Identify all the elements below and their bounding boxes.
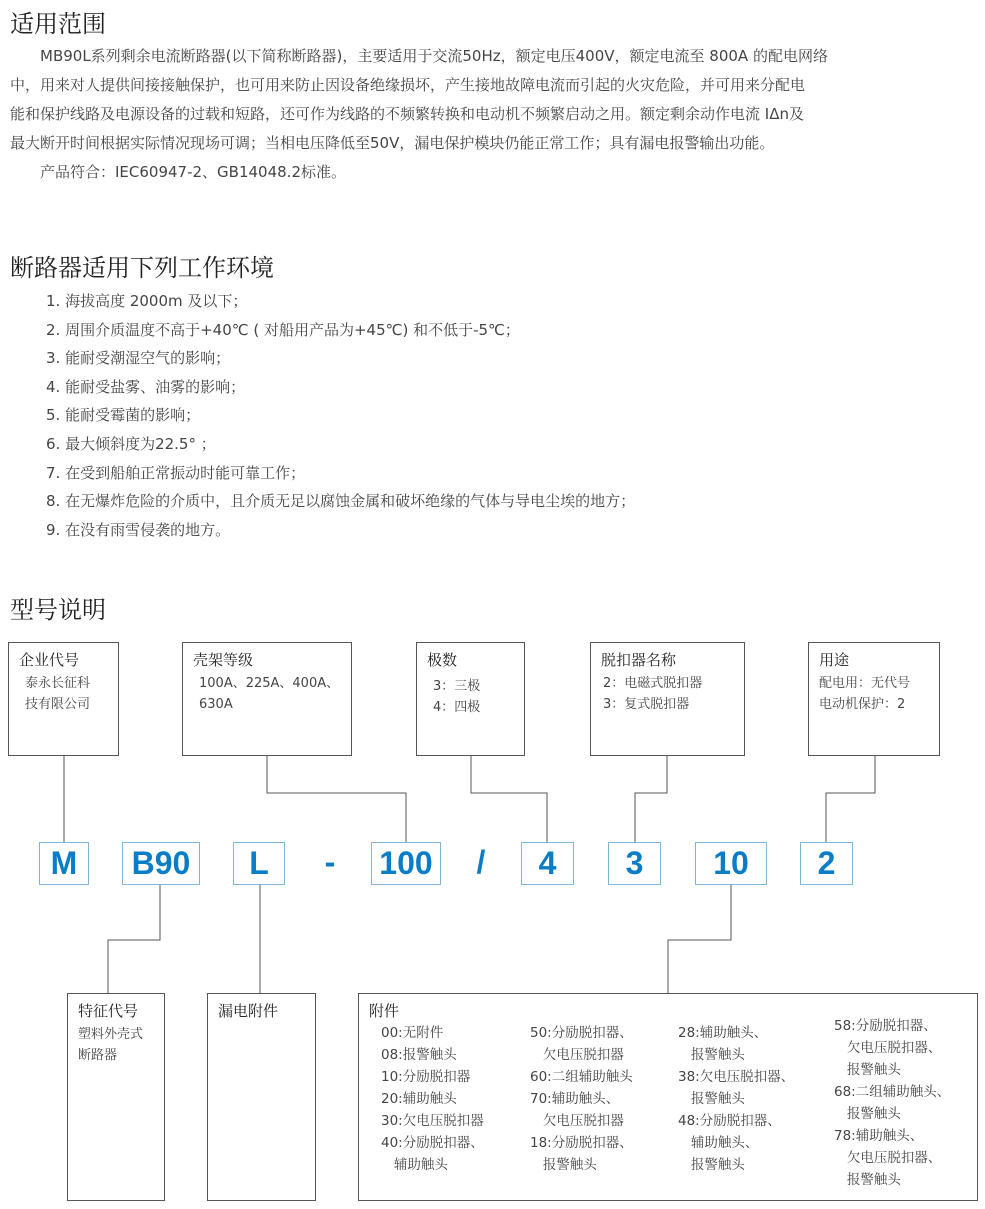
company-code-box xyxy=(8,642,119,756)
connector-line xyxy=(108,885,160,993)
list-item: 报警触头 xyxy=(834,1106,901,1122)
connector-line xyxy=(267,756,406,842)
leakage-accessory-box xyxy=(207,993,316,1201)
connector-line xyxy=(826,756,875,842)
list-item: 报警触头 xyxy=(834,1172,901,1188)
environment-title: 断路器适用下列工作环境 xyxy=(10,254,274,282)
list-item: 6. 最大倾斜度为22.5° ； xyxy=(46,434,216,453)
list-item: 58:分励脱扣器、 xyxy=(834,1018,937,1034)
accessory-column-4 xyxy=(834,1015,950,1191)
box-line: 断路器 xyxy=(78,1048,118,1063)
box-title: 企业代号 xyxy=(19,651,80,669)
list-item: 28:辅助触头、 xyxy=(678,1025,768,1041)
code-10: 10 xyxy=(695,842,767,885)
list-item: 报警触头 xyxy=(678,1047,745,1063)
list-item: 20:辅助触头 xyxy=(381,1091,457,1107)
list-item: 欠电压脱扣器、 xyxy=(834,1150,942,1166)
list-item: 欠电压脱扣器 xyxy=(530,1047,624,1063)
box-line: 4：四极 xyxy=(433,700,481,715)
list-item: 3. 能耐受潮湿空气的影响； xyxy=(46,349,231,368)
box-title: 脱扣器名称 xyxy=(601,651,677,669)
list-item: 48:分励脱扣器、 xyxy=(678,1113,781,1129)
code-slash: / xyxy=(476,844,486,880)
accessory-column-2 xyxy=(530,1022,633,1176)
list-item: 38:欠电压脱扣器、 xyxy=(678,1069,795,1085)
code-100: 100 xyxy=(371,842,441,885)
box-line: 泰永长征科 xyxy=(25,676,91,691)
list-item: 50:分励脱扣器、 xyxy=(530,1025,633,1041)
list-item: 辅助触头 xyxy=(381,1157,448,1173)
list-item: 70:辅助触头、 xyxy=(530,1091,620,1107)
list-item: 报警触头 xyxy=(834,1062,901,1078)
code-l: L xyxy=(233,842,285,885)
box-title: 极数 xyxy=(427,651,458,669)
box-line: 塑料外壳式 xyxy=(78,1027,144,1042)
connector-line xyxy=(668,885,731,993)
connector-line xyxy=(471,756,547,842)
code-m: M xyxy=(39,842,89,885)
list-item: 30:欠电压脱扣器 xyxy=(381,1113,484,1129)
box-title: 漏电附件 xyxy=(218,1002,279,1020)
scope-line: 能和保护线路及电源设备的过载和短路，还可作为线路的不频繁转换和电动机不频繁启动之用。额定剩余动作电流 IΔn及 xyxy=(10,105,804,123)
list-item: 00:无附件 xyxy=(381,1025,444,1041)
list-item: 9. 在没有雨雪侵袭的地方。 xyxy=(46,520,231,539)
release-type-box xyxy=(590,642,745,756)
box-line: 630A xyxy=(199,697,233,712)
list-item: 2. 周围介质温度不高于+40℃ ( 对船用产品为+45℃) 和不低于-5℃； xyxy=(46,320,520,339)
list-item: 08:报警触头 xyxy=(381,1047,457,1063)
scope-line: 中，用来对人提供间接接触保护，也可用来防止因设备绝缘损坏，产生接地故障电流而引起的火灾危险，并可用来分配电 xyxy=(10,76,806,94)
list-item: 10:分励脱扣器 xyxy=(381,1069,471,1085)
list-item: 4. 能耐受盐雾、油雾的影响； xyxy=(46,377,246,396)
box-title: 用途 xyxy=(819,651,850,669)
box-line: 100A、225A、400A、 xyxy=(199,676,340,691)
model-title: 型号说明 xyxy=(10,596,106,624)
list-item: 1. 海拔高度 2000m 及以下； xyxy=(46,292,248,310)
list-item: 8. 在无爆炸危险的介质中，且介质无足以腐蚀金属和破坏绝缘的气体与导电尘埃的地方； xyxy=(46,492,636,511)
list-item: 报警触头 xyxy=(678,1091,745,1107)
box-title: 特征代号 xyxy=(78,1002,139,1020)
list-item: 报警触头 xyxy=(678,1157,745,1173)
box-line: 配电用：无代号 xyxy=(819,676,911,691)
box-line: 3：三极 xyxy=(433,679,481,694)
feature-code-box xyxy=(67,993,165,1201)
connector-line xyxy=(635,756,667,842)
code-3: 3 xyxy=(608,842,661,885)
code-b90: B90 xyxy=(122,842,200,885)
box-line: 3：复式脱扣器 xyxy=(603,697,690,712)
list-item: 78:辅助触头、 xyxy=(834,1128,924,1144)
frame-rating-box xyxy=(182,642,352,756)
box-line: 2：电磁式脱扣器 xyxy=(603,676,703,691)
code-4: 4 xyxy=(521,842,574,885)
list-item: 68:二组辅助触头、 xyxy=(834,1084,951,1100)
box-title: 附件 xyxy=(369,1002,400,1020)
list-item: 5. 能耐受霉菌的影响； xyxy=(46,406,201,425)
scope-title: 适用范围 xyxy=(10,10,106,38)
scope-line: MB90L系列剩余电流断路器(以下简称断路器)，主要适用于交流50Hz，额定电压400V，额定电流至 800A 的配电网络 xyxy=(10,47,828,65)
list-item: 60:二组辅助触头 xyxy=(530,1069,633,1085)
list-item: 40:分励脱扣器、 xyxy=(381,1135,484,1151)
list-item: 欠电压脱扣器、 xyxy=(834,1040,942,1056)
code-2: 2 xyxy=(800,842,853,885)
usage-box xyxy=(808,642,940,756)
box-line: 电动机保护：2 xyxy=(819,697,906,712)
scope-line: 产品符合：IEC60947-2、GB14048.2标准。 xyxy=(10,163,346,181)
scope-line: 最大断开时间根据实际情况现场可调；当相电压降低至50V，漏电保护模块仍能正常工作；具有漏电报警输出功能。 xyxy=(10,134,775,152)
accessory-column-1 xyxy=(381,1022,484,1176)
list-item: 报警触头 xyxy=(530,1157,597,1173)
list-item: 辅助触头、 xyxy=(678,1135,759,1151)
accessory-box xyxy=(358,993,978,1201)
list-item: 18:分励脱扣器、 xyxy=(530,1135,633,1151)
list-item: 7. 在受到船舶正常振动时能可靠工作； xyxy=(46,463,306,482)
list-item: 欠电压脱扣器 xyxy=(530,1113,624,1129)
box-line: 技有限公司 xyxy=(25,697,91,712)
poles-box xyxy=(416,642,525,756)
box-title: 壳架等级 xyxy=(193,651,254,669)
accessory-column-3 xyxy=(678,1022,794,1176)
code-dash: - xyxy=(324,844,336,880)
